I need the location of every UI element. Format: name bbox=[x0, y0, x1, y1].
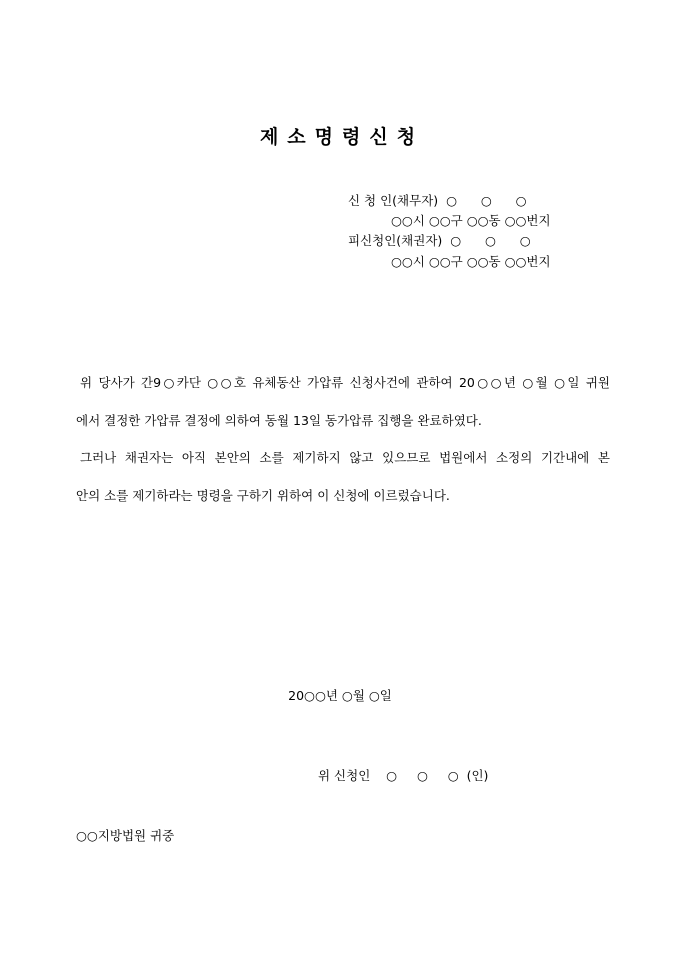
document-title: 제소명령신청 bbox=[259, 126, 425, 148]
respondent-line: 피신청인(채권자) ○ ○ ○ bbox=[348, 233, 531, 248]
document-date: 20○○년 ○월 ○일 bbox=[288, 688, 392, 703]
respondent-address: ○○시 ○○구 ○○동 ○○번지 bbox=[391, 254, 551, 269]
applicant-signature: 위 신청인 ○ ○ ○ (인) bbox=[318, 768, 489, 783]
body-paragraph-line-1: 위 당사가 간9○카단 ○○호 유체동산 가압류 신청사건에 관하여 20○○년 ○월 ○일 귀원 bbox=[80, 375, 610, 390]
body-paragraph-line-2: 에서 결정한 가압류 결정에 의하여 동월 13일 동가압류 집행을 완료하였다. bbox=[76, 413, 482, 428]
court-addressee: ○○지방법원 귀중 bbox=[76, 828, 175, 843]
applicant-line: 신 청 인(채무자) ○ ○ ○ bbox=[348, 193, 527, 208]
body-paragraph-line-3: 그러나 채권자는 아직 본안의 소를 제기하지 않고 있으므로 법원에서 소정의 기간내에 본 bbox=[80, 450, 610, 465]
applicant-address: ○○시 ○○구 ○○동 ○○번지 bbox=[391, 213, 551, 228]
body-paragraph-line-4: 안의 소를 제기하라는 명령을 구하기 위하여 이 신청에 이르렀습니다. bbox=[76, 488, 450, 503]
